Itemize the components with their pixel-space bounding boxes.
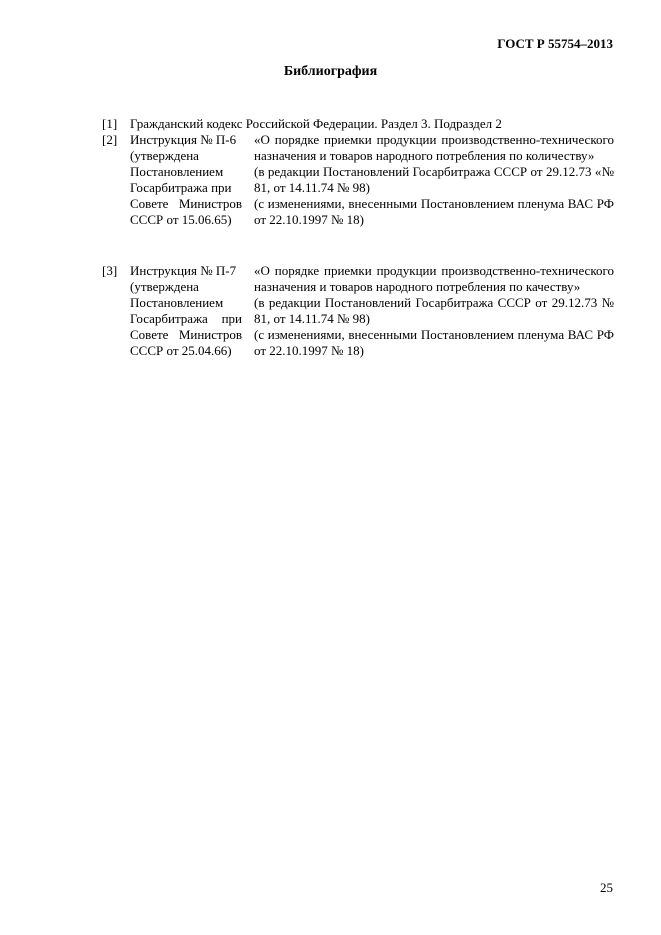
entry-document-line: (утверждена [130, 148, 199, 163]
entry-description-paragraph: (в редакции Постановлений Госарбитража СССР от 29.12.73 «№ 81, от 14.11.74 № 98) [254, 164, 614, 195]
entry-description [254, 132, 614, 228]
entry-document-line: Госарбитража при [130, 180, 232, 195]
entry-document [130, 132, 242, 228]
entry-description-paragraph: (с изменениями, внесенными Постановлением пленума ВАС РФ от 22.10.1997 № 18) [254, 327, 614, 358]
entry-document-line: Инструкция № П-6 [130, 132, 237, 147]
entry-description [254, 263, 614, 359]
entry-document-line: Постановлением [130, 295, 224, 310]
entry-description-paragraph: (с изменениями, внесенными Постановлением пленума ВАС РФ от 22.10.1997 № 18) [254, 196, 614, 227]
entry-document-line: Совете Министров [130, 196, 242, 211]
entry-document [130, 263, 242, 359]
entry-document-line: (утверждена [130, 279, 199, 294]
page-number: 25 [600, 880, 613, 895]
entry-document-line: Госарбитража при [130, 311, 242, 326]
entry-number: [3] [102, 263, 118, 278]
entry-document-line: Постановлением [130, 164, 224, 179]
entry-number: [1] [102, 116, 118, 131]
bibliography-title: Библиография [283, 64, 378, 79]
document-code-header: ГОСТ Р 55754–2013 [497, 36, 613, 51]
entry-text: Гражданский кодекс Российской Федерации. Раздел 3. Подраздел 2 [130, 116, 502, 131]
entry-description-paragraph: «О порядке приемки продукции производственно-технического назначения и товаров народного потребления по количеству» [254, 132, 614, 163]
entry-document-line: СССР от 25.04.66) [130, 343, 232, 358]
entry-document-line: СССР от 15.06.65) [130, 212, 232, 227]
entry-description-paragraph: «О порядке приемки продукции производственно-технического назначения и товаров народного потребления по качеству» [254, 263, 614, 294]
entry-description-paragraph: (в редакции Постановлений Госарбитража СССР от 29.12.73 № 81, от 14.11.74 № 98) [254, 295, 614, 326]
entry-document-line: Инструкция № П-7 [130, 263, 237, 278]
entry-number: [2] [102, 132, 118, 147]
entry-document-line: Совете Министров [130, 327, 242, 342]
